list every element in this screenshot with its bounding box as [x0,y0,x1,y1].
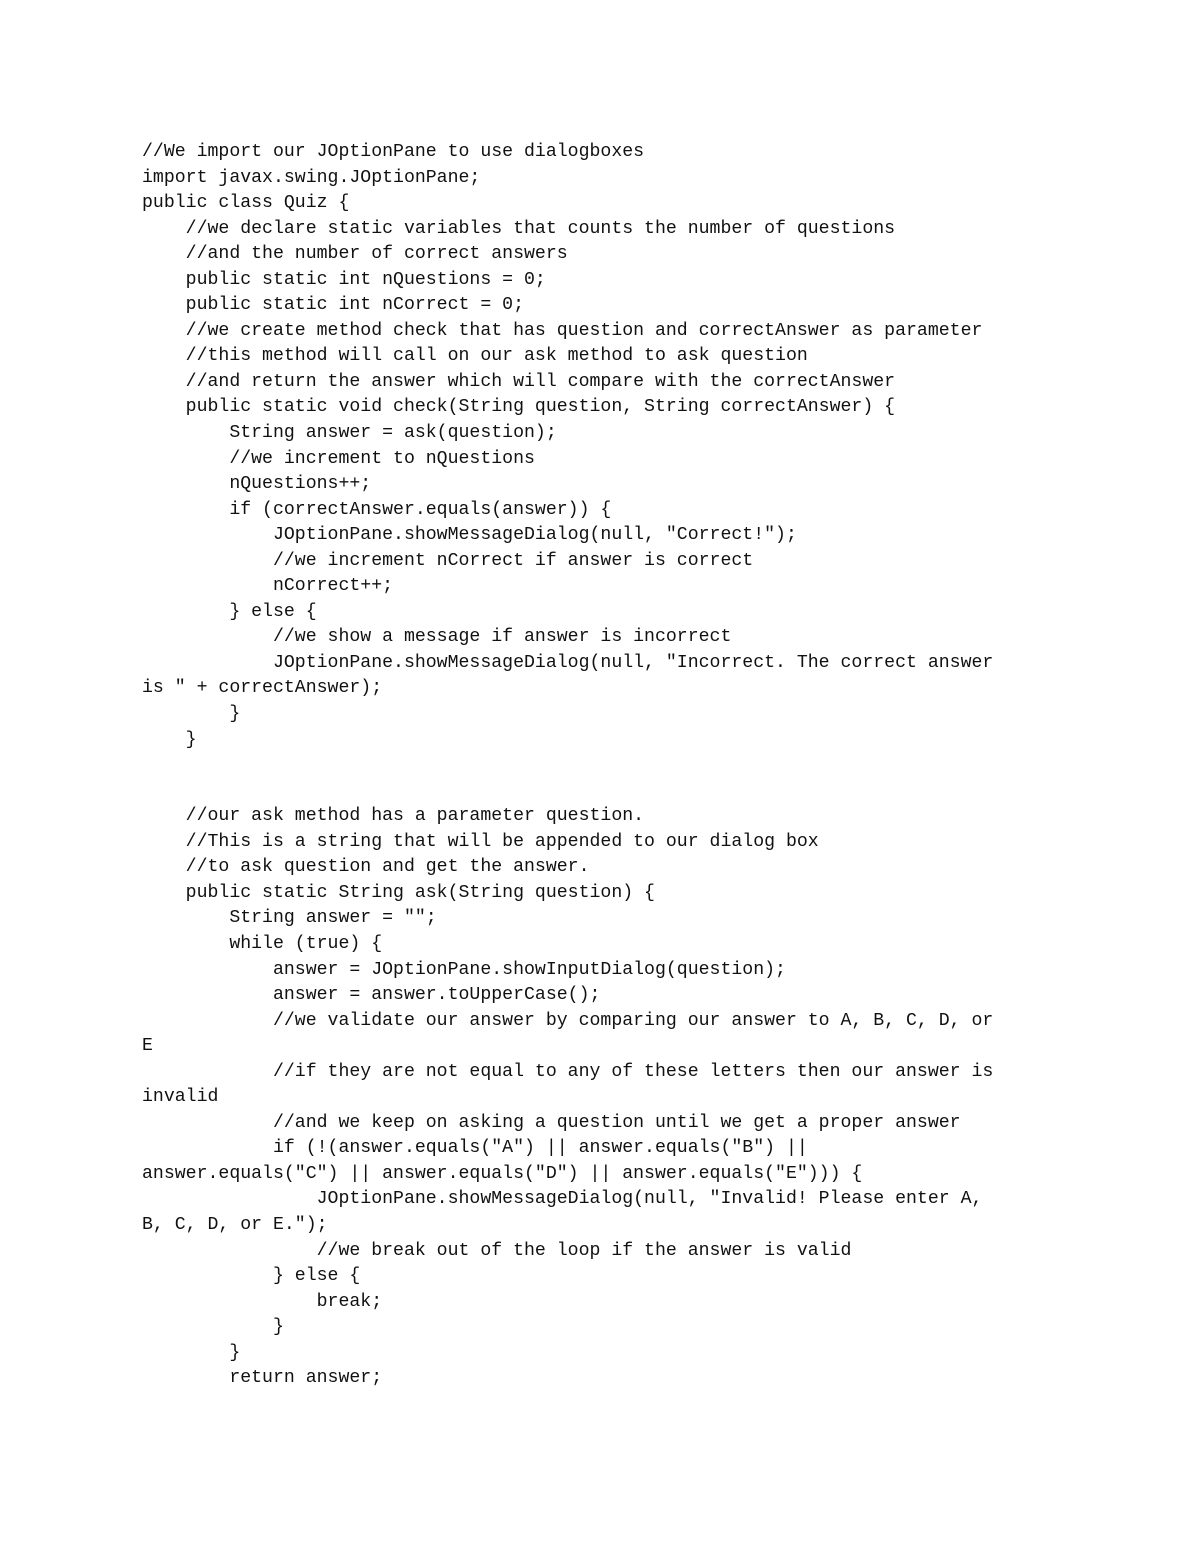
code-line: answer = answer.toUpperCase(); [142,985,601,1006]
code-line: //we create method check that has question and correctAnswer as parameter [142,320,983,341]
code-line: answer.equals("C") || answer.equals("D") || answer.equals("E"))) { [142,1163,863,1184]
code-line: } [142,729,197,750]
code-line: nCorrect++; [142,576,394,597]
code-line: } else { [142,601,317,622]
code-line: //and the number of correct answers [142,244,568,265]
code-line: //to ask question and get the answer. [142,857,590,878]
code-line: //and return the answer which will compare with the correctAnswer [142,371,896,392]
code-line: } [142,1342,241,1363]
code-line: return answer; [142,1368,383,1389]
code-line: nQuestions++; [142,474,372,495]
code-line: JOptionPane.showMessageDialog(null, "Correct!"); [142,525,797,546]
code-line: } [142,1317,284,1338]
code-line: //we declare static variables that counts the number of questions [142,218,896,239]
code-line: //We import our JOptionPane to use dialogboxes [142,142,645,162]
code-line: //we validate our answer by comparing our answer to A, B, C, D, or [142,1010,994,1031]
code-line: public class Quiz { [142,193,350,214]
code-line: E [142,1036,153,1057]
code-line: answer = JOptionPane.showInputDialog(question); [142,959,786,980]
code-line: public static int nCorrect = 0; [142,295,524,316]
code-line: if (correctAnswer.equals(answer)) { [142,499,612,520]
code-line: //we increment nCorrect if answer is correct [142,550,754,571]
code-listing [142,140,1102,1392]
code-line: invalid [142,1087,219,1108]
code-line: B, C, D, or E."); [142,1214,328,1235]
code-line: String answer = ask(question); [142,423,557,444]
code-line: public static String ask(String question) { [142,882,655,903]
code-line: } else { [142,1266,361,1287]
code-line: break; [142,1291,383,1312]
code-line: public static void check(String question, String correctAnswer) { [142,397,896,418]
code-line: //we break out of the loop if the answer is valid [142,1240,852,1261]
code-line: JOptionPane.showMessageDialog(null, "Incorrect. The correct answer [142,652,994,673]
code-line [142,753,1102,779]
code-line: //if they are not equal to any of these letters then our answer is [142,1061,994,1082]
code-line: //This is a string that will be appended to our dialog box [142,831,819,852]
code-line: } [142,704,241,725]
code-line: //our ask method has a parameter question. [142,806,645,827]
code-line: String answer = ""; [142,908,437,929]
code-line: if (!(answer.equals("A") || answer.equals("B") || [142,1138,808,1159]
code-line: //we increment to nQuestions [142,448,535,469]
code-line: //this method will call on our ask method to ask question [142,346,808,367]
code-line: public static int nQuestions = 0; [142,269,546,290]
code-line: JOptionPane.showMessageDialog(null, "Invalid! Please enter A, [142,1189,983,1210]
code-line: is " + correctAnswer); [142,678,383,699]
code-line: //and we keep on asking a question until we get a proper answer [142,1112,961,1133]
code-line [142,779,1102,805]
code-line: while (true) { [142,933,383,954]
code-line: import javax.swing.JOptionPane; [142,167,481,188]
code-line: //we show a message if answer is incorrect [142,627,732,648]
